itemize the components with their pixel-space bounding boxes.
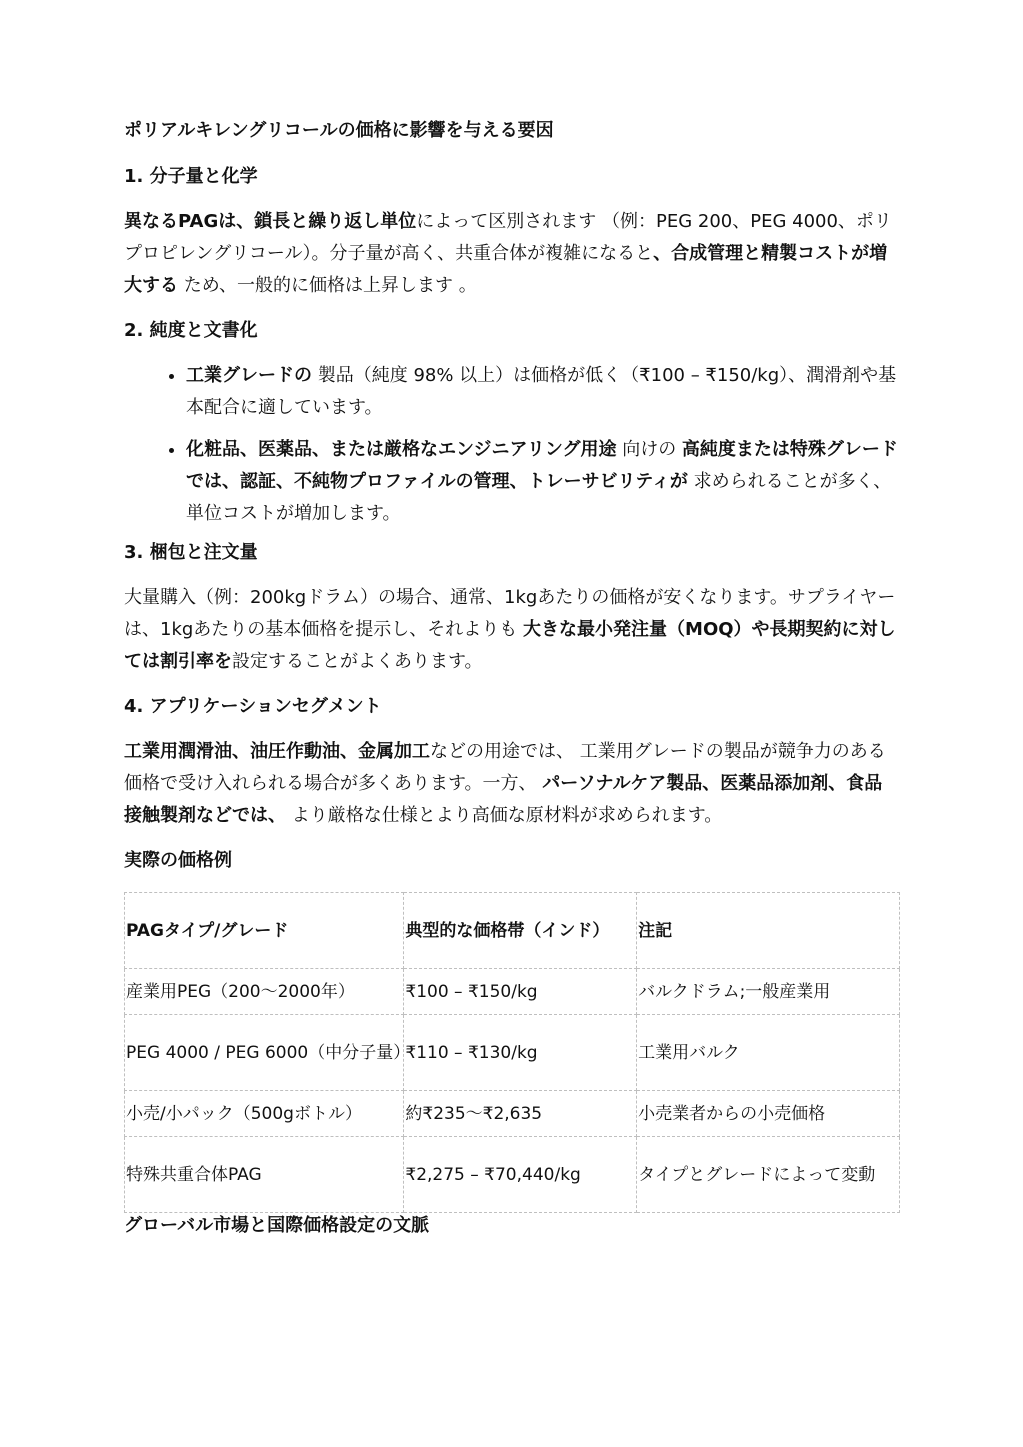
section-4-paragraph	[124, 736, 900, 832]
body-text: 大量購入（例：200kgドラム）の場合、通常、1kgあたりの価格が安くなります。サプライヤーは、1kgあたりの基本価格を提示し、それよりも	[124, 587, 896, 640]
purity-list	[124, 360, 900, 530]
body-text: より厳格な仕様とより高価な原材料が求められます。	[286, 805, 723, 826]
bold-text: 、合成管理と精製コストが増大する	[124, 243, 888, 296]
global-market-heading: グローバル市場と国際価格設定の文脈	[124, 1215, 430, 1236]
table-header-cell: 注記	[637, 893, 900, 969]
document-title: ポリアルキレングリコールの価格に影響を与える要因	[124, 120, 554, 141]
bold-text: 高純度または特殊グレードでは、認証、不純物プロファイルの管理、トレーサビリティが	[186, 439, 898, 492]
table-cell: 小売/小パック（500gボトル）	[125, 1091, 404, 1137]
section-3-paragraph	[124, 582, 900, 678]
bold-text: 異なるPAGは、鎖長と繰り返し単位	[124, 211, 417, 232]
table-cell: 産業用PEG（200〜2000年）	[125, 969, 404, 1015]
table-cell: タイプとグレードによって変動	[637, 1137, 900, 1213]
section-1-heading: 1. 分子量と化学	[124, 166, 258, 187]
list-item	[186, 360, 900, 424]
table-row	[125, 969, 900, 1015]
bold-text: 工業用潤滑油、油圧作動油、金属加工	[124, 741, 430, 762]
table-row	[125, 1015, 900, 1091]
body-text: 向けの	[616, 439, 682, 460]
table-cell: 小売業者からの小売価格	[637, 1091, 900, 1137]
section-4-heading: 4. アプリケーションセグメント	[124, 696, 382, 717]
table-header-cell: 典型的な価格帯（インド）	[404, 893, 637, 969]
price-table	[124, 892, 900, 1213]
body-text: によって区別されます （例：PEG 200、PEG 4000、ポリプロピレングリコール）。分子量が高く、共重合体が複雑になると	[124, 211, 892, 264]
section-3-heading: 3. 梱包と注文量	[124, 542, 258, 563]
bold-text: パーソナルケア製品、医薬品添加剤、食品接触製剤などでは、	[124, 773, 883, 826]
table-cell: バルクドラム;一般産業用	[637, 969, 900, 1015]
table-cell: 工業用バルク	[637, 1015, 900, 1091]
table-cell: ₹2,275 – ₹70,440/kg	[404, 1137, 637, 1213]
body-text: 設定することがよくあります。	[232, 651, 483, 672]
body-text: ため、一般的に価格は上昇します 。	[178, 275, 477, 296]
table-cell: 特殊共重合体PAG	[125, 1137, 404, 1213]
body-text: などの用途では、 工業用グレードの製品が競争力のある価格で受け入れられる場合が多くあります。一方、	[124, 741, 886, 794]
table-cell: 約₹235〜₹2,635	[404, 1091, 637, 1137]
table-header-row	[125, 893, 900, 969]
table-row	[125, 1137, 900, 1213]
table-cell: PEG 4000 / PEG 6000（中分子量）	[125, 1015, 404, 1091]
section-1-paragraph	[124, 206, 900, 302]
bold-text: 化粧品、医薬品、または厳格なエンジニアリング用途	[186, 439, 617, 460]
table-heading: 実際の価格例	[124, 850, 232, 871]
section-2-heading: 2. 純度と文書化	[124, 320, 258, 341]
bold-text: 工業グレードの	[186, 365, 312, 386]
bold-text: 大きな最小発注量（MOQ）や長期契約に対しては割引率を	[124, 619, 896, 672]
document-page	[124, 118, 900, 1239]
table-cell: ₹110 – ₹130/kg	[404, 1015, 637, 1091]
table-header-cell: PAGタイプ/グレード	[125, 893, 404, 969]
list-item	[186, 434, 900, 530]
table-cell: ₹100 – ₹150/kg	[404, 969, 637, 1015]
table-row	[125, 1091, 900, 1137]
body-text: 求められることが多く、単位コストが増加します。	[186, 471, 892, 524]
body-text: 製品（純度 98% 以上）は価格が低く（₹100 – ₹150/kg）、潤滑剤や基本配合に適しています。	[186, 365, 897, 418]
